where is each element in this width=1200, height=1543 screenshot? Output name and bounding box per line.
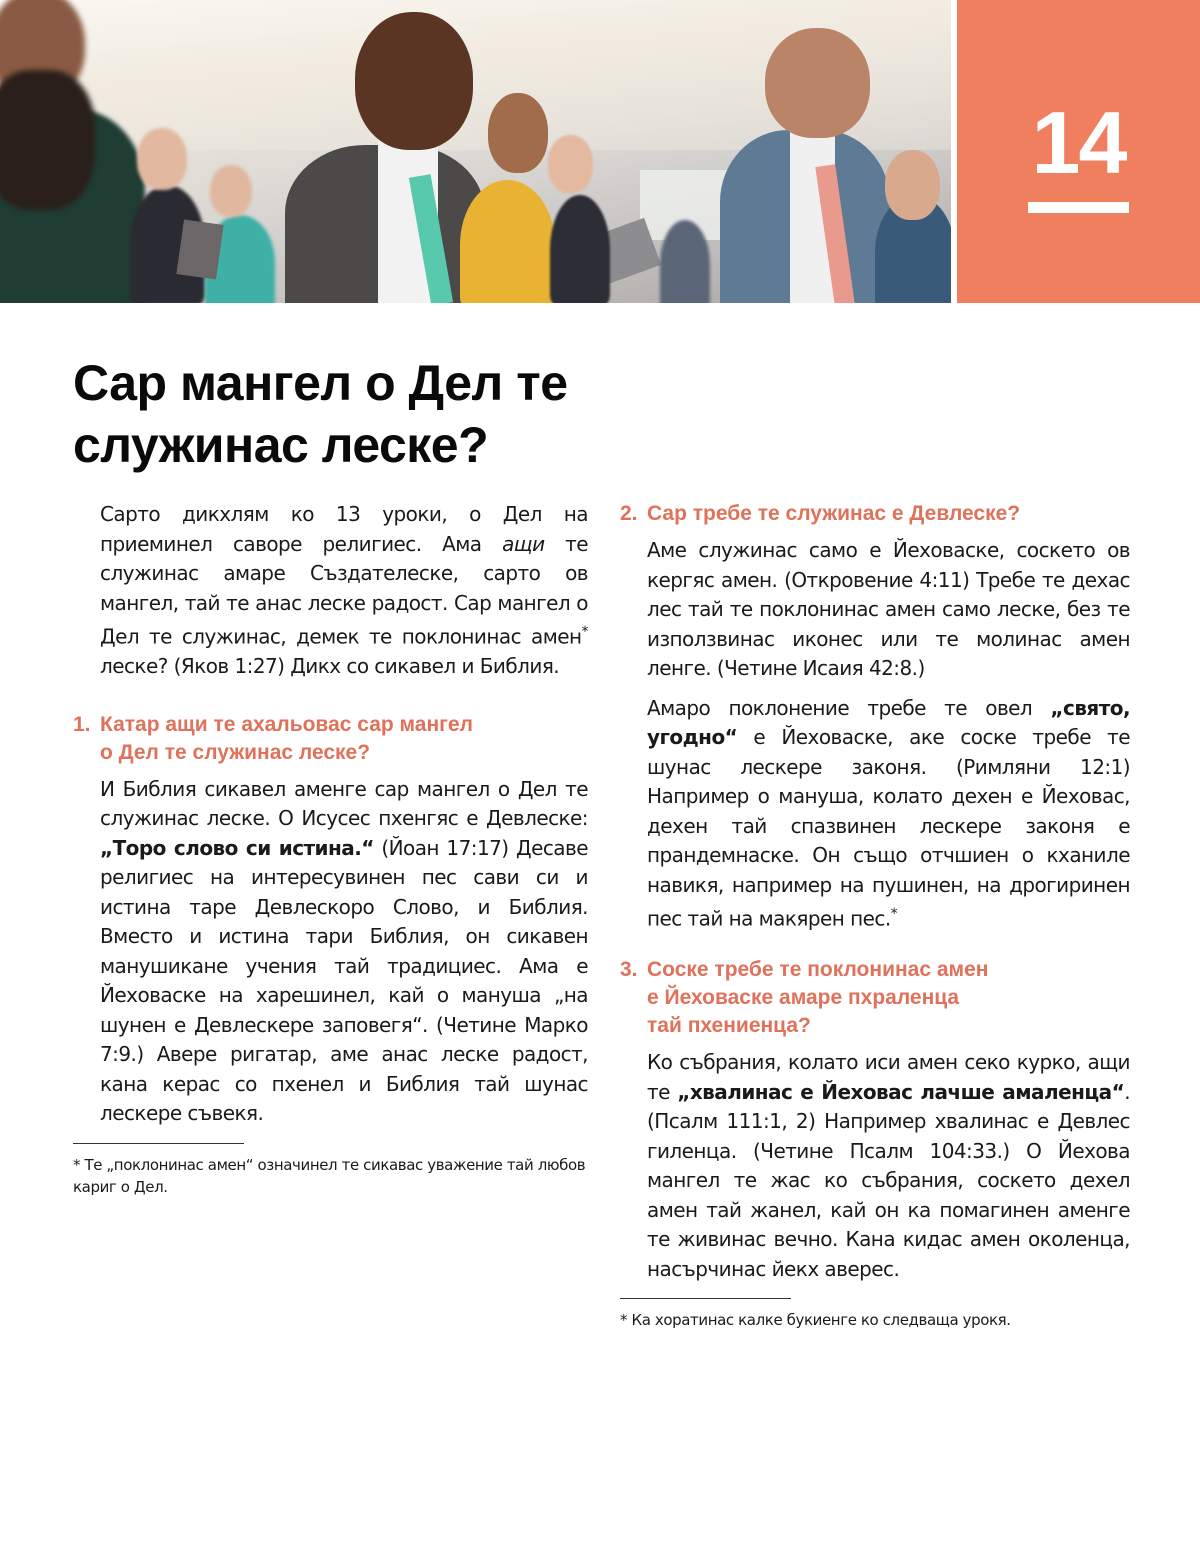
photo-person-blue-suit-man-head xyxy=(765,28,870,138)
photo-person-right-woman-head xyxy=(885,150,940,220)
question-line: Сар требе те служинас е Девлеске? xyxy=(647,502,1021,525)
photo-person-older-woman-head xyxy=(210,165,252,217)
intro-emphasis: ащи xyxy=(502,531,545,556)
footnote-left: * Те „поклонинас амен“ означинел те сикавас уважение тай любов кариг о Дел. xyxy=(73,1155,586,1196)
photo-person-left-woman-hair xyxy=(0,70,95,210)
section-2-paragraph-1: Аме служинас само е Йеховаске, соскето ов кергяс амен. (Откровение 4:11) Требе те дехас лес тай те поклонинас амен само леске, без те използвинас иконес или те молинас амен ленге. (Четине Исаия 42:8.) xyxy=(647,538,1130,680)
scripture-quote: „Торо слово си истина.“ xyxy=(100,835,374,860)
footnote-mark[interactable]: * xyxy=(890,906,898,922)
photo-person-yellow-woman xyxy=(460,180,555,303)
intro-text: леске? (Яков 1:27) Дикх со сикавел и Библия. xyxy=(100,654,560,679)
page-title-line2: служинас леске? xyxy=(73,417,489,473)
question-line: тай пхениенца? xyxy=(647,1014,811,1038)
left-column xyxy=(73,500,588,1198)
section-1-paragraph xyxy=(100,775,588,1129)
section-text: И Библия сикавел аменге сар мангел о Дел те служинас леске. О Исусес пхенгяс е Девлеске: xyxy=(100,776,588,831)
footnote-right: * Ка хоратинас калке букиенге ко следваща урокя. xyxy=(620,1311,1011,1330)
page-title-line1: Сар мангел о Дел те xyxy=(73,355,568,411)
lesson-number-box xyxy=(957,0,1200,303)
section-text: е Йеховаске, аке соске требе те шунас лескере законя. (Римляни 12:1) Например о мануша, колато дехен е Йеховас, дехен тай спазвинен лескере законя е прандемнаске. Он също отчшиен о кханиле навикя, например на пушинен, на дрогиринен пес тай на макярен пес. xyxy=(647,725,1130,931)
section-text: Ко събрания, колато иси амен секо курко, ащи те xyxy=(647,1050,1130,1104)
intro-text: те служинас амаре Създателеске, сарто ов мангел, тай те анас леске радост. Сар мангел о Дел те служинас, демек те поклонинас амен xyxy=(100,531,588,649)
photo-songbook-left xyxy=(176,219,223,279)
photo-person-main-man-head xyxy=(355,12,473,150)
section-number: 3. xyxy=(620,958,638,982)
section-question-1 xyxy=(73,711,588,767)
section-number: 2. xyxy=(620,502,638,525)
photo-person-yellow-woman-head xyxy=(488,93,548,173)
section-text: (Йоан 17:17) Десаве религиес на интересувинен пес сави си и истина таре Девлескоро Слово, и Библия. Вместо и истина тари Библия, он сикавен манушикане учения тай традициес. Ама е Йеховаске на харешинел, кай о мануша „на шунен е Девлескере заповегя“. (Четине Марко 7:9.) Авере ригатар, аме анас леске радост, кана керас со пхенел и Библия тай шунас лескере съвекя. xyxy=(100,835,588,1126)
header-photo xyxy=(0,0,951,303)
scripture-quote: „свято, угодно“ xyxy=(647,695,1130,749)
section-question-3 xyxy=(620,956,1130,1040)
question-line: е Йеховаске амаре пхраленца xyxy=(647,986,960,1010)
photo-person-glasses-man xyxy=(550,195,610,303)
lesson-number-underline xyxy=(1028,202,1129,213)
intro-text: Сарто дикхлям ко 13 уроки, о Дел на приеминел саворе религиес. Ама xyxy=(100,502,588,556)
section-number: 1. xyxy=(73,712,91,736)
footnote-mark[interactable]: * xyxy=(581,624,588,640)
question-line: Катар ащи те ахальовас сар мангел xyxy=(100,712,473,736)
section-text: . (Псалм 111:1, 2) Например хвалинас е Девлес гиленца. (Четине Псалм 104:33.) О Йехова мангел те жас ко събрания, соскето дехел амен тай жанел, кай он ка помагинен аменге те живинас вечно. Кана кидас амен околенца, насърчинас йекх аверес. xyxy=(647,1079,1130,1281)
section-question-2 xyxy=(620,500,1130,528)
question-line: о Дел те служинас леске? xyxy=(100,740,371,764)
section-2-paragraph-2 xyxy=(647,694,1130,935)
section-3-paragraph xyxy=(647,1048,1130,1284)
section-text: Амаро поклонение требе те овел xyxy=(647,695,1051,720)
question-line: Соске требе те поклонинас амен xyxy=(647,958,989,982)
lesson-number: 14 xyxy=(1031,93,1126,192)
photo-person-glasses-man-head xyxy=(548,135,593,193)
photo-person-older-man-head xyxy=(137,128,187,190)
page-title xyxy=(73,352,633,476)
intro-paragraph xyxy=(100,500,588,682)
right-column xyxy=(620,500,1130,1331)
scripture-quote: „хвалинас е Йеховас лачше амаленца“ xyxy=(677,1079,1125,1104)
photo-person-bg-man xyxy=(660,220,710,303)
